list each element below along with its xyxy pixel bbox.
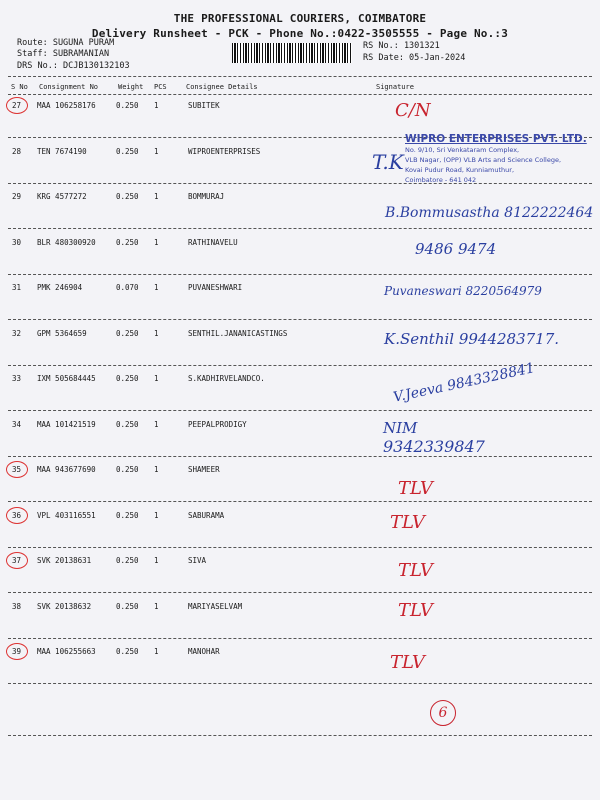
row-consignment-no: TEN 7674190 [37,147,87,156]
handwritten-tlv: TLV [398,478,433,499]
row-pcs: 1 [154,465,159,474]
stamp-address-line: No. 9/10, Sri Venkataram Complex, [405,146,520,154]
col-header-signature: Signature [376,83,414,91]
row-divider [8,274,592,275]
row-consignee: WIPROENTERPRISES [188,147,261,156]
company-stamp [405,133,600,185]
col-header-consignment: Consignment No [39,83,99,91]
row-divider [8,410,592,411]
row-consignee: SHAMEER [188,465,220,474]
page-number-circle [430,700,456,726]
row-pcs: 1 [154,647,159,656]
barcode [232,43,352,63]
stamp-address-line: Kovai Pudur Road, Kunniamuthur, [405,166,515,174]
staff-label: Staff: SUBRAMANIAN [17,49,110,59]
row-divider [8,228,592,229]
handwritten-nim: NIM [383,419,418,437]
header-divider-bottom [8,94,592,95]
row-consignee: SUBITEK [188,101,220,110]
row-consignment-no: GPM 5364659 [37,329,87,338]
row-pcs: 1 [154,602,159,611]
row-pcs: 1 [154,556,159,565]
row-pcs: 1 [154,192,159,201]
row-divider [8,683,592,684]
row-sno: 33 [12,374,22,383]
row-consignment-no: IXM 505684445 [37,374,96,383]
row-consignment-no: MAA 106258176 [37,101,96,110]
row-sno: 36 [12,511,22,520]
row-pcs: 1 [154,283,159,292]
row-sno: 32 [12,329,22,338]
col-header-pcs: PCS [154,83,167,91]
row-consignment-no: VPL 403116551 [37,511,96,520]
handwritten-signature-row29: B.Bommusastha 8122222464 [385,205,594,221]
document-subtitle: Delivery Runsheet - PCK - Phone No.:0422-3505555 - Page No.:3 [91,27,509,40]
row-divider [8,319,592,320]
row-consignment-no: MAA 106255663 [37,647,96,656]
row-consignee: SENTHIL.JANANICASTINGS [188,329,288,338]
page-number: 6 [438,705,448,721]
row-pcs: 1 [154,238,159,247]
rs-date: RS Date: 05-Jan-2024 [363,53,466,63]
handwritten-name-row31: Puvaneswari 8220564979 [384,284,542,298]
row-sno: 37 [12,556,22,565]
row-divider [8,638,592,639]
col-header-consignee: Consignee Details [186,83,258,91]
col-header-sno: S No [11,83,28,91]
row-weight: 0.250 [116,556,139,565]
handwritten-signature-row33: V.Jeeva 9843328841 [391,360,537,406]
row-consignee: MARIYASELVAM [188,602,243,611]
row-sno: 39 [12,647,22,656]
handwritten-tlv: TLV [398,560,433,581]
row-divider [8,592,592,593]
row-sno: 31 [12,283,22,292]
sno-circle [6,552,28,569]
row-weight: 0.250 [116,192,139,201]
row-consignee: SABURAMA [188,511,225,520]
row-divider [8,547,592,548]
row-pcs: 1 [154,511,159,520]
row-pcs: 1 [154,147,159,156]
row-weight: 0.250 [116,647,139,656]
row-consignee: RATHINAVELU [188,238,238,247]
stamp-company-name: WIPRO ENTERPRISES PVT. LTD. [405,133,587,145]
row-consignment-no: PMK 246904 [37,283,83,292]
row-weight: 0.250 [116,420,139,429]
row-pcs: 1 [154,420,159,429]
sno-circle [6,507,28,524]
handwritten-tlv: TLV [390,652,425,673]
handwritten-initials: T.K [372,150,404,174]
row-sno: 28 [12,147,22,156]
row-consignee: MANOHAR [188,647,220,656]
row-pcs: 1 [154,329,159,338]
row-consignee: PEEPALPRODIGY [188,420,247,429]
stamp-address-line: VLB Nagar, (OPP) VLB Arts and Science College, [405,156,562,164]
row-consignment-no: KRG 4577272 [37,192,87,201]
row-consignment-no: MAA 101421519 [37,420,96,429]
row-sno: 34 [12,420,22,429]
row-consignment-no: SVK 20138631 [37,556,92,565]
row-weight: 0.250 [116,329,139,338]
row-divider [8,456,592,457]
handwritten-signature-row32: K.Senthil 9944283717. [384,330,560,348]
row-consignee: S.KADHIRVELANDCO. [188,374,265,383]
row-weight: 0.250 [116,374,139,383]
row-consignment-no: MAA 943677690 [37,465,96,474]
row-weight: 0.250 [116,147,139,156]
document-title: THE PROFESSIONAL COURIERS, COIMBATORE [173,12,427,25]
drs-number: DRS No.: DCJB130132103 [17,61,130,71]
row-weight: 0.250 [116,602,139,611]
handwritten-cn: C/N [395,100,431,121]
row-sno: 29 [12,192,22,201]
row-sno: 38 [12,602,22,611]
handwritten-signature-row30: 9486 9474 [415,240,497,258]
footer-divider [8,735,592,736]
row-consignment-no: SVK 20138632 [37,602,92,611]
row-consignee: SIVA [188,556,207,565]
sno-circle [6,643,28,660]
row-consignee: PUVANESHWARI [188,283,243,292]
row-weight: 0.250 [116,238,139,247]
row-consignee: BOMMURAJ [188,192,225,201]
stamp-address-line: Coimbatore - 641 042 [405,176,477,184]
rs-number: RS No.: 1301321 [363,41,440,51]
row-sno: 30 [12,238,22,247]
sno-circle [6,97,28,114]
handwritten-tlv: TLV [398,600,433,621]
row-pcs: 1 [154,374,159,383]
row-weight: 0.250 [116,465,139,474]
header-divider-top [8,76,592,77]
row-weight: 0.070 [116,283,139,292]
row-sno: 27 [12,101,22,110]
row-consignment-no: BLR 480300920 [37,238,96,247]
row-divider [8,501,592,502]
col-header-weight: Weight [118,83,144,91]
handwritten-phone-row34: 9342339847 [383,437,485,456]
row-weight: 0.250 [116,511,139,520]
row-pcs: 1 [154,101,159,110]
handwritten-tlv: TLV [390,512,425,533]
route-label: Route: SUGUNA PURAM [17,38,115,48]
row-sno: 35 [12,465,22,474]
row-weight: 0.250 [116,101,139,110]
sno-circle [6,461,28,478]
